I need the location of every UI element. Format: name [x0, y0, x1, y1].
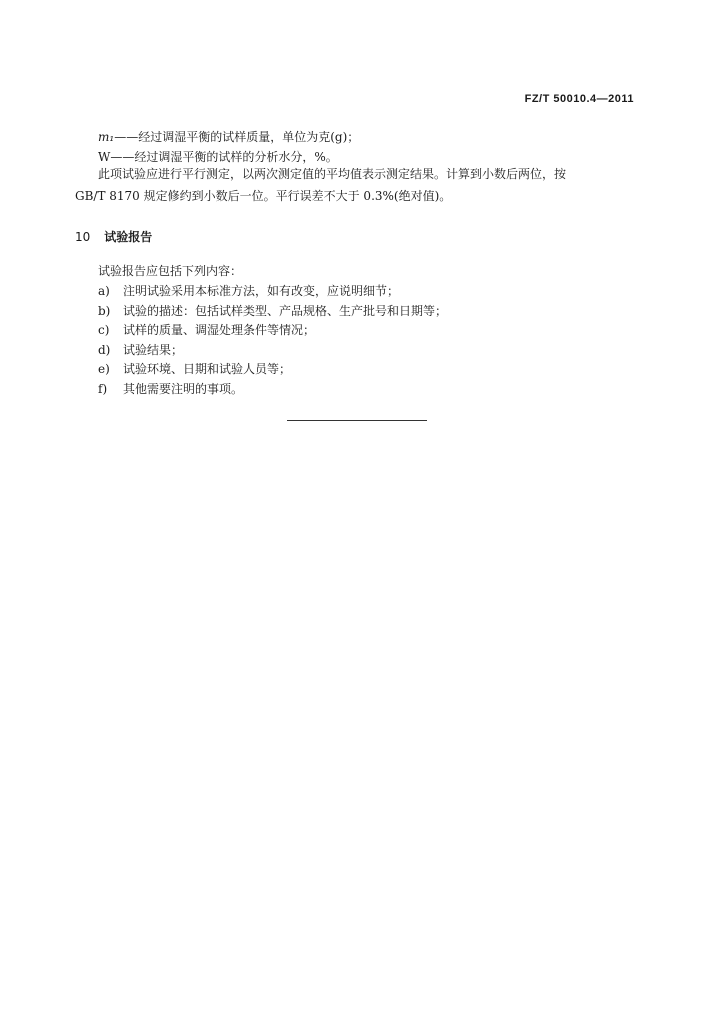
end-of-document-rule: [287, 420, 427, 421]
list-item-text: 其他需要注明的事项。: [123, 382, 244, 396]
list-marker: e): [98, 362, 110, 376]
list-marker: b): [98, 304, 111, 318]
paragraph-line-2: GB/T 8170 规定修约到小数后一位。平行误差不大于 0.3%(绝对值)。: [75, 189, 452, 203]
standard-code: FZ/T 50010.4—2011: [524, 93, 634, 105]
list-item: [98, 342, 183, 358]
section-number: 10: [75, 230, 91, 244]
list-marker: a): [98, 284, 110, 298]
list-item: [98, 283, 399, 299]
m1-text: ——经过调湿平衡的试样质量，单位为克(g)；: [114, 130, 360, 144]
w-symbol: W: [98, 150, 111, 164]
report-intro: 试验报告应包括下列内容：: [98, 264, 243, 278]
list-item-text: 试验环境、日期和试验人员等；: [123, 362, 292, 376]
list-marker: c): [98, 323, 110, 337]
list-marker: f): [98, 382, 108, 396]
definition-m1: [98, 129, 359, 145]
section-title: 试验报告: [104, 230, 153, 244]
list-item: [98, 361, 291, 377]
list-item: [98, 322, 315, 338]
section-heading: [75, 228, 152, 245]
w-text: ——经过调湿平衡的试样的分析水分，%。: [110, 150, 338, 164]
definition-w: [98, 149, 338, 165]
m1-symbol: m₁: [98, 130, 115, 144]
list-item: [98, 381, 243, 397]
list-item-text: 试样的质量、调湿处理条件等情况；: [123, 323, 316, 337]
list-item: [98, 303, 447, 319]
list-item-text: 试验结果；: [123, 343, 184, 357]
list-item-text: 试验的描述：包括试样类型、产品规格、生产批号和日期等；: [123, 304, 448, 318]
list-item-text: 注明试验采用本标准方法，如有改变，应说明细节；: [123, 284, 400, 298]
list-marker: d): [98, 343, 111, 357]
paragraph-line-1: 此项试验应进行平行测定，以两次测定值的平均值表示测定结果。计算到小数后两位，按: [98, 167, 567, 181]
